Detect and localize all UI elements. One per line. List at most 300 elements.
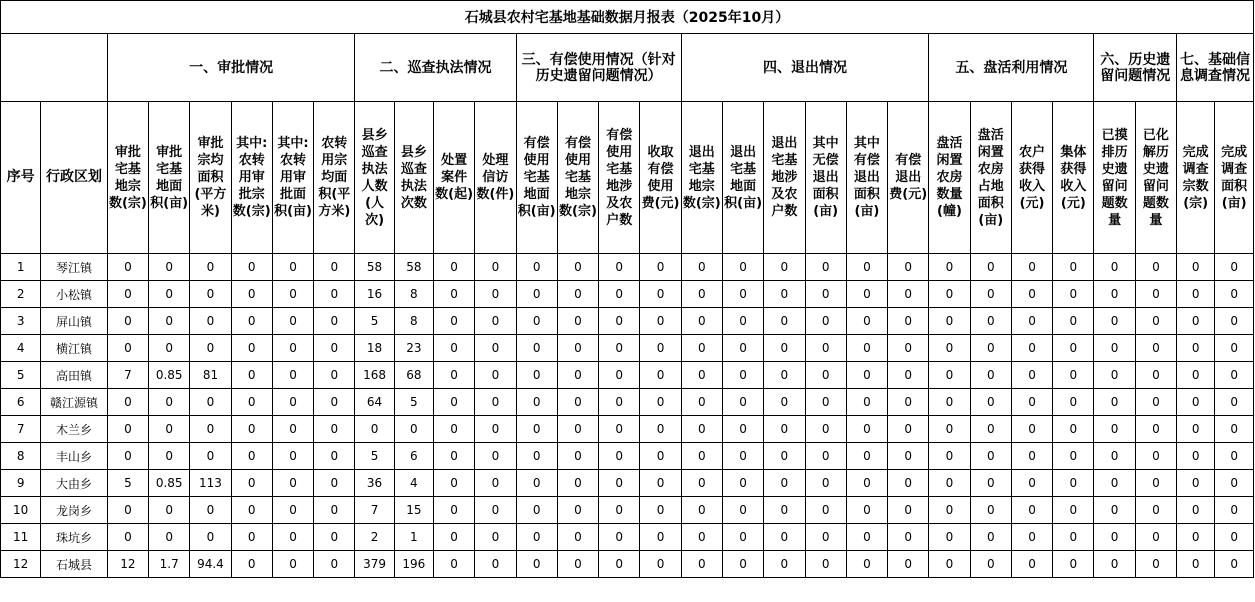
- data-cell: 0: [599, 416, 640, 443]
- row-district: 琴江镇: [41, 254, 107, 281]
- data-cell: 5: [355, 443, 394, 470]
- data-cell: 18: [355, 335, 394, 362]
- data-cell: 0: [722, 551, 763, 578]
- data-cell: 0: [888, 362, 929, 389]
- data-cell: 0: [314, 551, 355, 578]
- data-cell: 6: [394, 443, 433, 470]
- data-cell: 0: [1215, 254, 1254, 281]
- data-cell: 0: [272, 254, 313, 281]
- data-cell: 0: [516, 416, 557, 443]
- data-cell: 0: [557, 497, 598, 524]
- data-cell: 0: [433, 308, 474, 335]
- column-header: 退出宅基地涉及农户数: [764, 102, 805, 254]
- data-cell: 81: [190, 362, 231, 389]
- data-cell: 0: [681, 497, 722, 524]
- data-cell: 0: [1011, 551, 1052, 578]
- data-cell: 0: [231, 389, 272, 416]
- data-cell: 0: [516, 524, 557, 551]
- data-cell: 0: [190, 254, 231, 281]
- data-cell: 0: [433, 362, 474, 389]
- data-cell: 0: [1094, 362, 1135, 389]
- column-header: 农户获得收入(元): [1011, 102, 1052, 254]
- data-cell: 0: [149, 443, 190, 470]
- data-cell: 0: [722, 254, 763, 281]
- data-cell: 0: [190, 335, 231, 362]
- data-cell: 0: [516, 389, 557, 416]
- column-header: 有偿使用宅基地涉及农户数: [599, 102, 640, 254]
- data-cell: 0: [599, 497, 640, 524]
- data-cell: 0: [516, 308, 557, 335]
- data-cell: 0: [1135, 551, 1176, 578]
- data-cell: 0: [640, 497, 681, 524]
- data-cell: 0: [190, 497, 231, 524]
- data-cell: 0: [149, 308, 190, 335]
- data-cell: 0: [149, 389, 190, 416]
- data-cell: 0: [314, 362, 355, 389]
- data-cell: 0: [231, 443, 272, 470]
- data-cell: 0: [107, 497, 148, 524]
- table-row: [1, 389, 1254, 416]
- table-row: [1, 470, 1254, 497]
- data-cell: 0: [190, 416, 231, 443]
- data-cell: 0: [107, 389, 148, 416]
- column-header: 盘活闲置农房占地面积(亩): [970, 102, 1011, 254]
- data-cell: 0: [231, 335, 272, 362]
- data-cell: 5: [394, 389, 433, 416]
- data-cell: 1: [394, 524, 433, 551]
- data-cell: 0: [1011, 281, 1052, 308]
- data-cell: 0: [231, 308, 272, 335]
- data-cell: 0: [1011, 524, 1052, 551]
- data-cell: 0: [681, 524, 722, 551]
- data-cell: 0: [314, 389, 355, 416]
- column-header: 其中无偿退出面积(亩): [805, 102, 846, 254]
- data-cell: 0: [640, 389, 681, 416]
- data-cell: 0: [805, 389, 846, 416]
- data-cell: 0: [1215, 416, 1254, 443]
- data-cell: 0: [929, 551, 970, 578]
- data-cell: 0: [1135, 497, 1176, 524]
- data-cell: 0: [846, 389, 887, 416]
- data-cell: 0: [1094, 443, 1135, 470]
- data-cell: 0: [929, 470, 970, 497]
- data-cell: 5: [355, 308, 394, 335]
- data-cell: 0: [433, 389, 474, 416]
- data-cell: 0.85: [149, 470, 190, 497]
- data-cell: 0: [475, 524, 516, 551]
- data-cell: 0: [846, 470, 887, 497]
- data-cell: 0: [970, 389, 1011, 416]
- data-cell: 0: [272, 308, 313, 335]
- data-cell: 0: [107, 335, 148, 362]
- data-cell: 0: [231, 551, 272, 578]
- data-cell: 0: [1215, 524, 1254, 551]
- group-revitalization: 五、盘活利用情况: [929, 34, 1094, 102]
- data-cell: 0: [888, 389, 929, 416]
- column-header: 其中:农转用审批面积(亩): [272, 102, 313, 254]
- data-cell: 36: [355, 470, 394, 497]
- data-cell: 0: [475, 389, 516, 416]
- data-cell: 0: [1135, 524, 1176, 551]
- group-legacy-issues: 六、历史遗留问题情况: [1094, 34, 1177, 102]
- data-cell: 0: [929, 281, 970, 308]
- data-cell: 0: [1135, 470, 1176, 497]
- data-cell: 0: [681, 443, 722, 470]
- data-cell: 0: [1177, 389, 1215, 416]
- row-serial: 9: [1, 470, 41, 497]
- data-cell: 0: [1135, 335, 1176, 362]
- data-cell: 0: [764, 443, 805, 470]
- data-cell: 0: [314, 335, 355, 362]
- data-cell: 0: [272, 524, 313, 551]
- column-header: 有偿退出费(元): [888, 102, 929, 254]
- data-cell: 0: [475, 470, 516, 497]
- data-cell: 0: [805, 335, 846, 362]
- data-cell: 0: [557, 389, 598, 416]
- data-cell: 0: [314, 497, 355, 524]
- data-cell: 8: [394, 308, 433, 335]
- data-cell: 0: [1053, 389, 1094, 416]
- data-cell: 0: [888, 335, 929, 362]
- data-cell: 0: [599, 254, 640, 281]
- data-cell: 58: [355, 254, 394, 281]
- data-cell: 0: [805, 551, 846, 578]
- data-cell: 0: [1135, 443, 1176, 470]
- row-district: 小松镇: [41, 281, 107, 308]
- data-cell: 0: [640, 443, 681, 470]
- data-cell: 0: [107, 443, 148, 470]
- data-cell: 0: [1177, 335, 1215, 362]
- data-cell: 0: [475, 497, 516, 524]
- data-cell: 0: [805, 524, 846, 551]
- data-cell: 0: [599, 308, 640, 335]
- row-district: 石城县: [41, 551, 107, 578]
- data-cell: 0: [970, 362, 1011, 389]
- data-cell: 0: [1094, 389, 1135, 416]
- row-district: 屏山镇: [41, 308, 107, 335]
- group-exit: 四、退出情况: [681, 34, 929, 102]
- data-cell: 0.85: [149, 362, 190, 389]
- data-cell: 0: [970, 551, 1011, 578]
- table-row: [1, 254, 1254, 281]
- data-cell: 0: [846, 308, 887, 335]
- column-header: 农转用宗均面积(平方米): [314, 102, 355, 254]
- column-header: 退出宅基地宗数(宗): [681, 102, 722, 254]
- data-cell: 0: [1053, 308, 1094, 335]
- data-cell: 0: [107, 308, 148, 335]
- group-base-survey: 七、基础信息调查情况: [1177, 34, 1254, 102]
- data-cell: 0: [805, 416, 846, 443]
- data-cell: 0: [1215, 335, 1254, 362]
- data-cell: 0: [888, 254, 929, 281]
- row-district: 高田镇: [41, 362, 107, 389]
- data-cell: 0: [149, 497, 190, 524]
- data-cell: 23: [394, 335, 433, 362]
- group-paid-use: 三、有偿使用情况（针对历史遗留问题情况）: [516, 34, 681, 102]
- header-serial: 序号: [1, 102, 41, 254]
- data-cell: 0: [640, 281, 681, 308]
- data-cell: 0: [1011, 389, 1052, 416]
- data-cell: 0: [929, 389, 970, 416]
- column-header: 有偿使用宅基地宗数(宗): [557, 102, 598, 254]
- column-header: 审批宗均面积(平方米): [190, 102, 231, 254]
- data-cell: 0: [231, 416, 272, 443]
- data-cell: 0: [722, 524, 763, 551]
- data-cell: 0: [1053, 416, 1094, 443]
- data-cell: 0: [557, 335, 598, 362]
- data-cell: 0: [722, 470, 763, 497]
- data-cell: 0: [1135, 362, 1176, 389]
- data-cell: 0: [681, 335, 722, 362]
- data-cell: 64: [355, 389, 394, 416]
- data-cell: 0: [640, 524, 681, 551]
- data-cell: 0: [888, 416, 929, 443]
- data-cell: 0: [149, 281, 190, 308]
- data-cell: 0: [433, 254, 474, 281]
- data-cell: 0: [805, 443, 846, 470]
- data-cell: 0: [846, 524, 887, 551]
- data-cell: 0: [231, 281, 272, 308]
- data-cell: 5: [107, 470, 148, 497]
- data-cell: 0: [970, 281, 1011, 308]
- data-cell: 0: [1215, 443, 1254, 470]
- data-cell: 0: [1053, 524, 1094, 551]
- data-cell: 0: [846, 443, 887, 470]
- data-cell: 0: [475, 362, 516, 389]
- data-cell: 0: [1094, 416, 1135, 443]
- data-cell: 0: [231, 470, 272, 497]
- data-cell: 0: [805, 362, 846, 389]
- data-cell: 0: [640, 470, 681, 497]
- data-cell: 0: [149, 416, 190, 443]
- column-header: 集体获得收入(元): [1053, 102, 1094, 254]
- data-cell: 0: [722, 335, 763, 362]
- data-cell: 0: [1177, 308, 1215, 335]
- column-header: 盘活闲置农房数量(幢): [929, 102, 970, 254]
- data-cell: 0: [231, 524, 272, 551]
- data-cell: 0: [475, 551, 516, 578]
- data-cell: 0: [1215, 470, 1254, 497]
- data-cell: 0: [764, 389, 805, 416]
- data-cell: 0: [107, 281, 148, 308]
- column-header: 已摸排历史遗留问题数量: [1094, 102, 1135, 254]
- row-serial: 7: [1, 416, 41, 443]
- data-cell: 0: [231, 254, 272, 281]
- column-header: 县乡巡查执法人数(人次): [355, 102, 394, 254]
- data-cell: 0: [355, 416, 394, 443]
- data-cell: 0: [433, 551, 474, 578]
- row-district: 木兰乡: [41, 416, 107, 443]
- data-cell: 113: [190, 470, 231, 497]
- data-cell: 0: [1053, 362, 1094, 389]
- data-cell: 0: [599, 335, 640, 362]
- data-cell: 0: [272, 281, 313, 308]
- data-cell: 0: [970, 308, 1011, 335]
- row-district: 大由乡: [41, 470, 107, 497]
- data-cell: 0: [1177, 416, 1215, 443]
- data-cell: 0: [888, 443, 929, 470]
- data-cell: 0: [1177, 470, 1215, 497]
- data-cell: 0: [272, 335, 313, 362]
- data-cell: 0: [599, 389, 640, 416]
- data-cell: 0: [1135, 254, 1176, 281]
- data-cell: 0: [1053, 281, 1094, 308]
- data-cell: 379: [355, 551, 394, 578]
- data-cell: 0: [516, 335, 557, 362]
- data-cell: 0: [231, 362, 272, 389]
- data-cell: 0: [1011, 335, 1052, 362]
- data-cell: 0: [190, 389, 231, 416]
- data-cell: 0: [475, 308, 516, 335]
- column-header: 完成调查面积(亩): [1215, 102, 1254, 254]
- data-cell: 0: [1053, 254, 1094, 281]
- data-cell: 0: [1215, 308, 1254, 335]
- table-row: [1, 416, 1254, 443]
- data-cell: 0: [1094, 470, 1135, 497]
- data-cell: 0: [681, 389, 722, 416]
- data-cell: 0: [516, 551, 557, 578]
- data-cell: 0: [929, 524, 970, 551]
- data-cell: 0: [970, 443, 1011, 470]
- table-row: [1, 335, 1254, 362]
- data-cell: 0: [970, 335, 1011, 362]
- column-header: 其中有偿退出面积(亩): [846, 102, 887, 254]
- data-cell: 0: [272, 443, 313, 470]
- data-cell: 0: [433, 524, 474, 551]
- data-cell: 0: [1177, 551, 1215, 578]
- data-cell: 0: [888, 470, 929, 497]
- data-cell: 0: [764, 362, 805, 389]
- blank-header-cell: [1, 34, 108, 102]
- data-cell: 0: [805, 497, 846, 524]
- data-cell: 0: [475, 335, 516, 362]
- group-approval: 一、审批情况: [107, 34, 355, 102]
- data-cell: 0: [190, 443, 231, 470]
- data-cell: 0: [1053, 335, 1094, 362]
- data-cell: 0: [1215, 551, 1254, 578]
- data-cell: 0: [516, 254, 557, 281]
- row-serial: 10: [1, 497, 41, 524]
- data-cell: 168: [355, 362, 394, 389]
- data-cell: 16: [355, 281, 394, 308]
- data-cell: 0: [640, 254, 681, 281]
- data-cell: 0: [516, 362, 557, 389]
- data-cell: 0: [272, 470, 313, 497]
- data-cell: 0: [1177, 281, 1215, 308]
- data-cell: 0: [1094, 254, 1135, 281]
- data-cell: 15: [394, 497, 433, 524]
- data-cell: 0: [1011, 308, 1052, 335]
- data-cell: 0: [475, 254, 516, 281]
- data-cell: 0: [557, 416, 598, 443]
- data-cell: 0: [190, 281, 231, 308]
- data-cell: 0: [805, 281, 846, 308]
- data-cell: 0: [1011, 497, 1052, 524]
- data-cell: 0: [1053, 497, 1094, 524]
- header-district: 行政区划: [41, 102, 107, 254]
- data-cell: 0: [640, 335, 681, 362]
- data-cell: 0: [475, 443, 516, 470]
- data-cell: 0: [970, 524, 1011, 551]
- data-cell: 0: [1177, 254, 1215, 281]
- data-cell: 0: [681, 308, 722, 335]
- data-cell: 0: [929, 254, 970, 281]
- table-row: [1, 551, 1254, 578]
- data-cell: 0: [433, 416, 474, 443]
- data-cell: 1.7: [149, 551, 190, 578]
- data-cell: 0: [640, 362, 681, 389]
- table-row: [1, 497, 1254, 524]
- data-cell: 0: [846, 254, 887, 281]
- data-cell: 0: [1215, 281, 1254, 308]
- data-cell: 0: [1215, 389, 1254, 416]
- data-cell: 0: [764, 470, 805, 497]
- column-header: 县乡巡查执法次数: [394, 102, 433, 254]
- data-cell: 0: [764, 551, 805, 578]
- column-header: 其中:农转用审批宗数(宗): [231, 102, 272, 254]
- row-serial: 11: [1, 524, 41, 551]
- data-cell: 0: [1135, 308, 1176, 335]
- data-cell: 0: [272, 551, 313, 578]
- row-district: 珠坑乡: [41, 524, 107, 551]
- report-title: 石城县农村宅基地基础数据月报表（2025年10月）: [1, 1, 1254, 34]
- row-district: 丰山乡: [41, 443, 107, 470]
- data-cell: 0: [599, 551, 640, 578]
- data-cell: 0: [929, 497, 970, 524]
- data-cell: 7: [355, 497, 394, 524]
- data-cell: 0: [764, 254, 805, 281]
- data-cell: 0: [764, 308, 805, 335]
- data-cell: 0: [314, 281, 355, 308]
- row-district: 龙岗乡: [41, 497, 107, 524]
- data-cell: 0: [107, 254, 148, 281]
- data-cell: 0: [1177, 497, 1215, 524]
- data-cell: 0: [1053, 443, 1094, 470]
- data-cell: 0: [722, 308, 763, 335]
- data-cell: 0: [764, 416, 805, 443]
- data-cell: 0: [929, 335, 970, 362]
- column-header: 处理信访数(件): [475, 102, 516, 254]
- data-cell: 0: [681, 416, 722, 443]
- data-cell: 0: [190, 308, 231, 335]
- data-cell: 0: [272, 389, 313, 416]
- data-cell: 2: [355, 524, 394, 551]
- table-row: [1, 281, 1254, 308]
- data-cell: 0: [599, 362, 640, 389]
- table-row: [1, 524, 1254, 551]
- data-cell: 0: [1135, 416, 1176, 443]
- data-cell: 0: [1053, 551, 1094, 578]
- data-cell: 0: [516, 443, 557, 470]
- data-cell: 0: [640, 308, 681, 335]
- data-cell: 0: [722, 389, 763, 416]
- data-cell: 12: [107, 551, 148, 578]
- data-cell: 0: [681, 281, 722, 308]
- data-cell: 0: [1215, 362, 1254, 389]
- data-cell: 196: [394, 551, 433, 578]
- data-cell: 0: [805, 308, 846, 335]
- column-header: 审批宅基地宗数(宗): [107, 102, 148, 254]
- data-cell: 0: [599, 470, 640, 497]
- data-cell: 0: [394, 416, 433, 443]
- data-cell: 0: [1094, 335, 1135, 362]
- data-cell: 0: [640, 551, 681, 578]
- data-cell: 0: [433, 470, 474, 497]
- group-inspection: 二、巡查执法情况: [355, 34, 516, 102]
- data-cell: 0: [1094, 524, 1135, 551]
- data-cell: 0: [475, 281, 516, 308]
- data-cell: 0: [764, 497, 805, 524]
